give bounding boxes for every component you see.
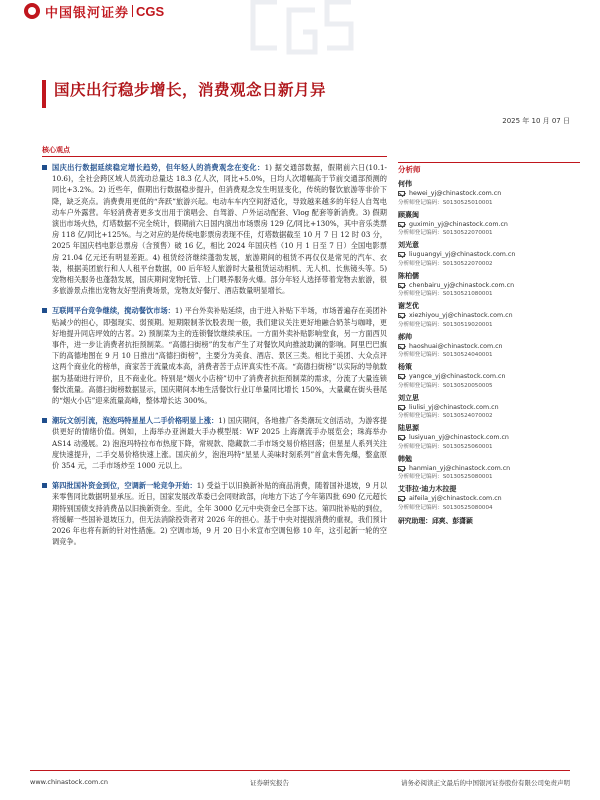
analyst-entry: [398, 270, 580, 300]
analyst-email-link[interactable]: haoshuai@chinastock.com.cn: [409, 342, 503, 350]
paragraph-catering: [42, 305, 387, 406]
section-label-core-views: 核心观点: [42, 145, 70, 154]
paragraph-body: 1) 国庆期间，各地推广各类潮玩文创活动，为游客提供更好的情绪价值。例如，上海举办亚洲最大手办模型展：WF 2025 上海潮流手办展览会；珠海举办 AS14 动漫展。2) 泡泡玛特拉布布热度下降，常规款、隐藏款二手市场交易价格回落；但星星人系列关注度快速提升，二手交易价格快速上涨。国庆前夕，泡泡玛特“星星人美味时刻系列”首盒未售先爆，整盒原价 354 元，二手市场炒至 1000 元以上。: [52, 416, 387, 471]
paragraph-body: 1) 平台外卖补贴延续，由于进入补贴下半场，市场普遍存在美团补贴减少的担心，即强现实、弱预期。短期限制茶饮股表现一般，我们建议关注更好地融合奶茶与咖啡，更好地提升同店坪效的古茗。2) 预制菜为主的连锁餐饮继续承压。一方面外卖补贴影响堂食，另一方面西贝事件，进一步让消费者抗拒预制菜。“高德扫街榜”的发布产生了对餐饮风向推波助澜的影响。阿里巴巴旗下的高德地图在 9 月 10 日推出“高德扫街榜”，主要分为美食、酒店、景区三类。相比于美团、大众点评这两个商业化的榜单，商家苦于流量成本高，消费者苦于点评真实性不高。“高德扫街榜”以实际的导航数据为基础进行评价，且不商业化。特别是“烟火小店榜”切中了消费者抗拒预制菜的需求，分流了大量连锁餐饮流量。高德扫街榜数据显示，国庆期间本地生活餐饮行业订单量同比增长 150%，大量藏在街头巷尾的“烟火小店”迎来流量高峰，整体增长达 300%。: [52, 306, 387, 406]
footer-doc-type: 证券研究报告: [250, 779, 289, 787]
main-content: [42, 162, 387, 557]
analyst-email-row: [398, 464, 580, 474]
report-title: 国庆出行稳步增长，消费观念日新月异: [54, 80, 327, 99]
analyst-name: 陆思源: [398, 423, 419, 432]
analyst-entry: [398, 361, 580, 391]
sidebar-divider: [398, 162, 580, 163]
analyst-email-link[interactable]: chenbairu_yj@chinastock.com.cn: [409, 281, 515, 289]
footer-divider: [30, 770, 570, 771]
sidebar-heading: 分析师: [398, 165, 421, 174]
paragraph-travel: [42, 162, 387, 296]
analyst-list: [398, 178, 580, 513]
logo-divider: [132, 5, 133, 17]
analyst-email-row: [398, 311, 580, 321]
footer-website-link[interactable]: www.chinastock.com.cn: [30, 778, 108, 786]
analyst-entry: [398, 331, 580, 361]
logo-text-en: CGS: [136, 3, 165, 19]
analyst-entry: [398, 178, 580, 208]
paragraph-body: 1) 受益于以旧换新补贴的商品消费，随着国补退坡，9 月以来零售同比数据明显承压。近日，国家发展改革委已会同财政部，向地方下达了今年第四批 690 亿元超长期特别国债支持消费品以旧换新资金。至此，全年 3000 亿元中央资金已全部下达。第四批补贴的到位，将缓解一些国补退坡压力，但无法消除投资者对 2026 年的担心。基于中央对提振消费的重视，我们预计 2026 年也将有新的针对性措施。2) 空调市场，9 月 20 日小米宣布空调包修 10 年，这引起新一轮的空调竞争。: [52, 481, 387, 547]
analyst-name: 艾菲拉·迪力木拉提: [398, 484, 457, 493]
paragraph-lead: 潮玩文创引流，泡泡玛特星星人二手价格明显上涨：: [52, 416, 219, 426]
analyst-entry: [398, 239, 580, 269]
analyst-email-row: [398, 372, 580, 382]
analyst-entry: [398, 422, 580, 452]
analyst-email-link[interactable]: liulisi_yj@chinastock.com.cn: [409, 403, 499, 411]
paragraph-body: 1) 据交通部数据，假期前六日(10.1- 10.6)，全社会跨区域人员流动总量达 18.3 亿人次，同比+5.0%，日均人次增幅高于节前交通部预测的同比+3.2%。2) 近些年，假期出行数据稳步提升，但消费观念发生明显变化，传统的餐饮旅游等非价下降，缺乏亮点。消费费用更低的“奔跃”旅游兴起。电动车车内空间舒适化，导致越来越多的年轻人自驾电动车户外露营。年轻消费者更多支出用于演唱会、自驾游、户外运动配套、Vlog 配套等新消费。3) 假期演出市场火热，灯塔数据不完全统计，假期前六日国内演出市场票房 129 亿/同比+130%，其中音乐类票房 118 亿/同比+125%。与之对应的是传统电影票房表现不佳，灯塔数据截至 10 月 7 日 12 时 03 分，2025 年国庆档电影总票房（含预售）破 16 亿，相比 2024 年国庆档（10 月 1 日至 7 日）全国电影票房 21.04 亿元还有明显差距。4) 租赁经济继续蓬勃发展，旅游期间的租赁不再仅仅是常见的汽车、衣装，根据美团旅行和人人租平台数据，00 后年轻人旅游时大量租赁运动相机、无人机、长焦镜头等。5) 宠物相关服务也蓬勃发展，国庆期间宠物托管、上门喂养服务火爆。部分年轻人选择带着宠物去旅游，很多旅游景点推出宠物友好型消费场景，宠物友好餐厅、酒店数量明显增长。: [52, 163, 387, 296]
analyst-email-link[interactable]: guximin_yj@chinastock.com.cn: [409, 220, 508, 228]
envelope-icon: [398, 313, 405, 318]
envelope-icon: [398, 191, 405, 196]
paragraph-subsidy: [42, 480, 387, 547]
analyst-registration-code: 分析师登记编码：S0130525010001: [398, 199, 493, 206]
analyst-email-link[interactable]: lusiyuan_yj@chinastock.com.cn: [409, 434, 509, 441]
footer-disclaimer: 请务必阅读正文最后的中国银河证券股份有限公司免责声明: [401, 779, 570, 787]
bullet-square-icon: [42, 418, 47, 423]
envelope-icon: [398, 344, 405, 349]
envelope-icon: [398, 435, 405, 440]
analyst-sidebar: [398, 164, 580, 525]
analyst-email-row: [398, 403, 580, 413]
analyst-registration-code: 分析师登记编码：S0130520050005: [398, 382, 493, 389]
analyst-entry: [398, 300, 580, 330]
analyst-entry: [398, 483, 580, 513]
analyst-email-row: [398, 433, 580, 443]
analyst-entry: [398, 392, 580, 422]
analyst-registration-code: 分析师登记编码：S0130525060001: [398, 443, 493, 450]
paragraph-lead: 互联网平台竞争继续，搅动餐饮市场：: [52, 306, 175, 316]
analyst-email-link[interactable]: liuguangyi_yj@chinastock.com.cn: [409, 251, 516, 258]
analyst-email-row: [398, 189, 580, 199]
analyst-name: 刘光意: [398, 240, 419, 249]
research-assistants: 研究助理：邱爽、彭潇颖: [398, 516, 473, 525]
envelope-icon: [398, 405, 405, 410]
analyst-email-row: [398, 281, 580, 291]
analyst-registration-code: 分析师登记编码：S0130521080001: [398, 291, 493, 297]
analyst-registration-code: 分析师登记编码：S0130525080004: [398, 504, 493, 511]
analyst-email-link[interactable]: yangce_yj@chinastock.com.cn: [409, 373, 506, 380]
analyst-entry: [398, 209, 580, 239]
logo-emblem-icon: [24, 3, 40, 19]
main-divider: [42, 156, 387, 157]
analyst-email-row: [398, 342, 580, 352]
analyst-email-row: [398, 250, 580, 260]
analyst-email-link[interactable]: hewei_yj@chinastock.com.cn: [409, 190, 502, 197]
analyst-registration-code: 分析师登记编码：S0130524070002: [398, 413, 493, 419]
analyst-email-link[interactable]: hanmian_yj@chinastock.com.cn: [409, 464, 511, 472]
analyst-name: 韩勉: [398, 453, 412, 463]
envelope-icon: [398, 496, 405, 501]
analyst-registration-code: 分析师登记编码：S0130525080001: [398, 474, 493, 480]
analyst-registration-code: 分析师登记编码：S0130519020001: [398, 321, 493, 328]
analyst-entry: [398, 453, 580, 483]
analyst-registration-code: 分析师登记编码：S0130522070001: [398, 230, 493, 236]
analyst-email-link[interactable]: aifeila_yj@chinastock.com.cn: [409, 495, 502, 502]
analyst-email-row: [398, 494, 580, 504]
analyst-registration-code: 分析师登记编码：S0130522070002: [398, 260, 493, 267]
analyst-name: 郝帅: [398, 331, 412, 341]
bullet-square-icon: [42, 165, 47, 170]
page-header: [0, 0, 600, 72]
envelope-icon: [398, 222, 405, 227]
bullet-square-icon: [42, 483, 47, 488]
analyst-registration-code: 分析师登记编码：S0130524040001: [398, 352, 493, 358]
paragraph-lead: 国庆出行数据延续稳定增长趋势，但年轻人的消费观念在变化：: [52, 163, 265, 172]
cgs-watermark-icon: [245, 0, 355, 60]
logo-text-cn: 中国银河证券: [45, 5, 130, 21]
envelope-icon: [398, 374, 405, 379]
company-logo: [24, 3, 165, 21]
report-date: 2025 年 10 月 07 日: [502, 117, 570, 125]
envelope-icon: [398, 283, 405, 288]
envelope-icon: [398, 252, 405, 257]
paragraph-lead: 第四批国补资金到位，空调新一轮竞争开始：: [52, 481, 197, 491]
analyst-name: 刘立思: [398, 392, 419, 402]
analyst-name: 杨策: [398, 362, 412, 371]
analyst-email-link[interactable]: xiezhiyou_yj@chinastock.com.cn: [409, 312, 513, 319]
paragraph-toys: [42, 415, 387, 471]
analyst-name: 顾熹闽: [398, 209, 419, 219]
title-accent-bar: [42, 80, 46, 108]
envelope-icon: [398, 466, 405, 471]
analyst-email-row: [398, 220, 580, 230]
bullet-square-icon: [42, 308, 47, 313]
analyst-name: 何伟: [398, 179, 412, 188]
analyst-name: 谢芝优: [398, 301, 419, 310]
analyst-name: 陈柏儒: [398, 270, 419, 280]
